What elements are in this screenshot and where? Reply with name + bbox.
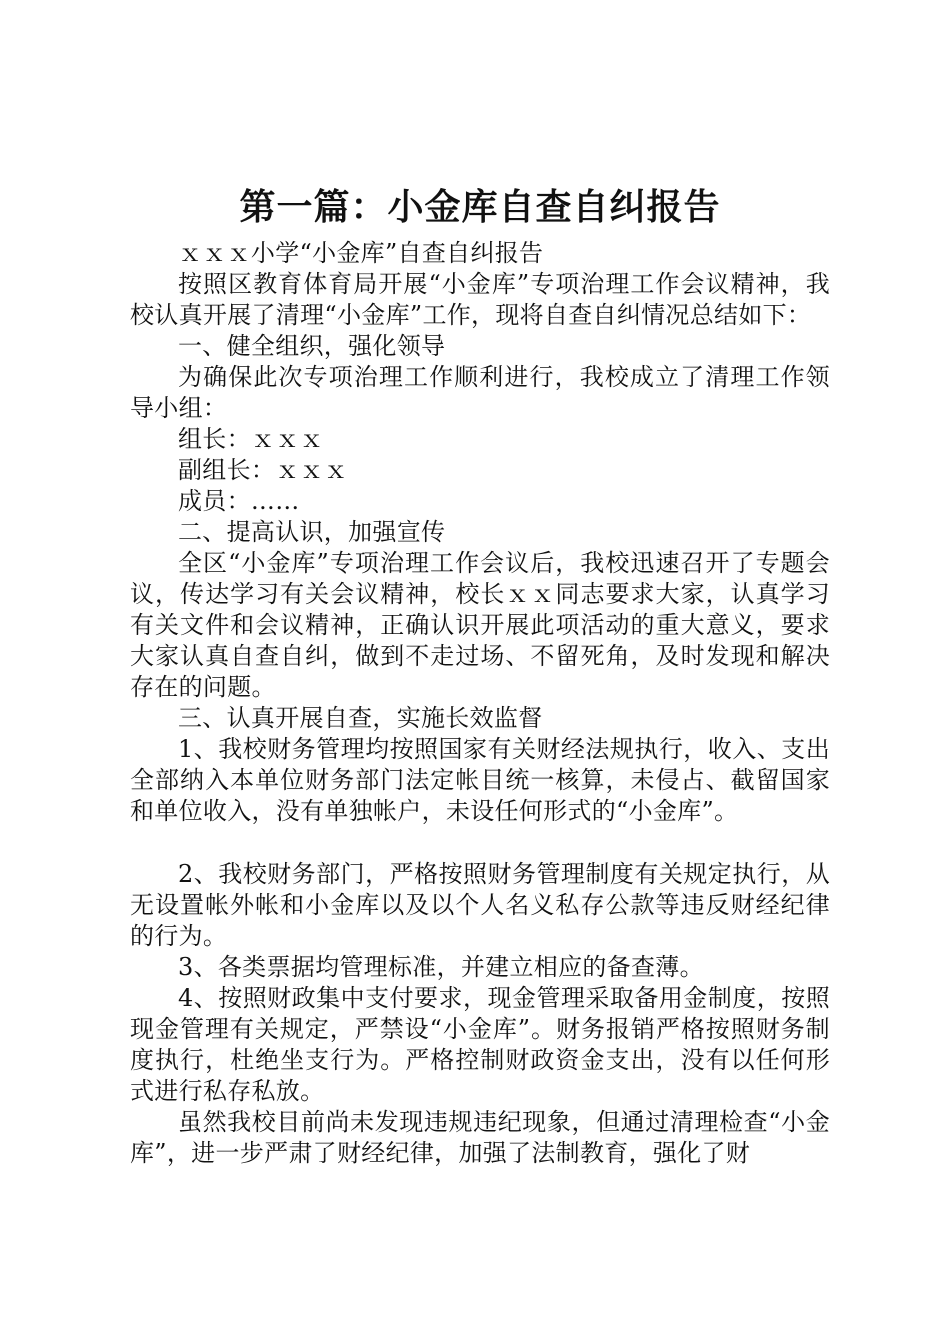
list-item: 3、各类票据均管理标准，并建立相应的备查薄。 xyxy=(178,953,704,981)
paragraph: 为确保此次专项治理工作顺利进行，我校成立了清理工作领导小组： xyxy=(130,363,830,422)
list-item: 4、按照财政集中支付要求，现金管理采取备用金制度，按照现金管理有关规定，严禁设“小金库”。财务报销严格按照财务制度执行，杜绝坐支行为。严格控制财政资金支出，没有以任何形式进行私存私放。 xyxy=(130,984,830,1105)
paragraph: 全区“小金库”专项治理工作会议后，我校迅速召开了专题会议，传达学习有关会议精神，校长ｘｘ同志要求大家，认真学习有关文件和会议精神，正确认识开展此项活动的重大意义，要求大家认真自查自纠，做到不走过场、不留死角，及时发现和解决存在的问题。 xyxy=(130,549,830,701)
document-body xyxy=(130,238,830,1169)
section-heading-3: 三、认真开展自查，实施长效监督 xyxy=(178,704,543,732)
group-members: 成员：…… xyxy=(178,487,300,515)
list-item: 2、我校财务部门，严格按照财务管理制度有关规定执行，从无设置帐外帐和小金库以及以个人名义私存公款等违反财经纪律的行为。 xyxy=(130,860,830,950)
list-item: 1、我校财务管理均按照国家有关财经法规执行，收入、支出全部纳入本单位财务部门法定帐目统一核算，未侵占、截留国家和单位收入，没有单独帐户，未设任何形式的“小金库”。 xyxy=(130,735,830,825)
document-title: 第一篇：小金库自查自纠报告 xyxy=(239,187,721,228)
group-leader: 组长：ｘｘｘ xyxy=(178,425,324,453)
intro-paragraph: 按照区教育体育局开展“小金库”专项治理工作会议精神，我校认真开展了清理“小金库”工作，现将自查自纠情况总结如下： xyxy=(130,270,830,329)
paragraph: 虽然我校目前尚未发现违规违纪现象，但通过清理检查“小金库”，进一步严肃了财经纪律，加强了法制教育，强化了财 xyxy=(130,1108,830,1167)
section-heading-1: 一、健全组织，强化领导 xyxy=(178,332,446,360)
report-subtitle: ｘｘｘ小学“小金库”自查自纠报告 xyxy=(178,239,544,267)
section-heading-2: 二、提高认识，加强宣传 xyxy=(178,518,446,546)
deputy-group-leader: 副组长：ｘｘｘ xyxy=(178,456,349,484)
